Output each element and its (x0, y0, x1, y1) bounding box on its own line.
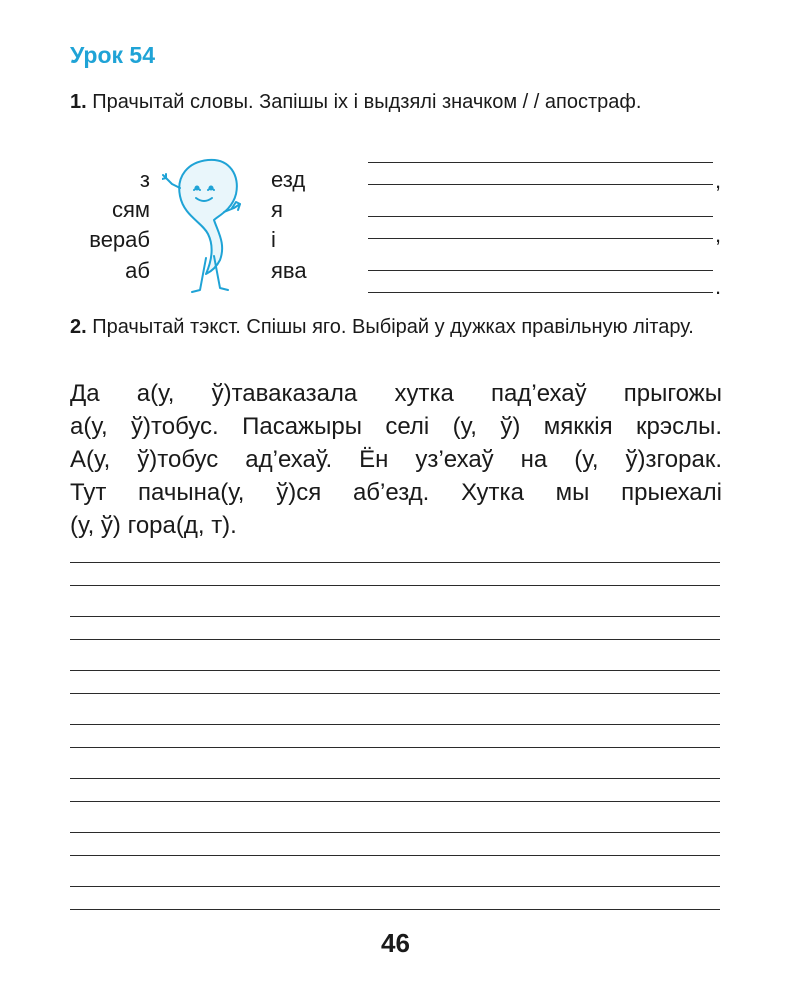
exercise-1-number: 1. (70, 91, 87, 113)
line-punctuation: , (715, 168, 722, 193)
word-part-right: ява (271, 258, 307, 283)
exercise-1-instruction (70, 88, 720, 117)
word-part-right: і (271, 227, 276, 252)
writing-line[interactable] (70, 747, 720, 748)
line-punctuation: , (715, 222, 722, 247)
word-part-left: сям (111, 197, 150, 222)
writing-line[interactable] (70, 801, 720, 802)
word-part-left: вераб (89, 227, 150, 252)
word-part-left: з (139, 167, 150, 192)
writing-line[interactable] (368, 292, 713, 293)
writing-line[interactable] (70, 778, 720, 779)
exercise-2-instruction (70, 313, 720, 342)
writing-line[interactable] (70, 855, 720, 856)
word-part-left: аб (125, 258, 150, 283)
writing-line[interactable] (70, 886, 720, 887)
exercise-2-text: Прачытай тэкст. Спішы яго. Выбірай у дужках правільную літару. (92, 316, 694, 338)
exercise-2-number: 2. (70, 316, 87, 338)
exercise-1-text: Прачытай словы. Запішы іх і выдзялі значком / / апостраф. (92, 91, 642, 113)
page-number: 46 (381, 928, 410, 958)
writing-line[interactable] (70, 832, 720, 833)
writing-line[interactable] (70, 585, 720, 586)
lesson-title: Урок 54 (70, 42, 156, 68)
writing-line[interactable] (368, 270, 713, 271)
writing-line[interactable] (70, 562, 720, 563)
passage-line: Да а(у, ў)таваказала хутка пад’ехаў прыгожы (70, 380, 722, 407)
writing-line[interactable] (70, 639, 720, 640)
exercise-2-passage (70, 377, 722, 542)
writing-line[interactable] (70, 616, 720, 617)
word-part-right: езд (271, 167, 306, 192)
apostrophe-mascot-illustration (162, 148, 252, 298)
writing-line[interactable] (70, 909, 720, 910)
word-part-right: я (271, 197, 283, 222)
passage-line: а(у, ў)тобус. Пасажыры селі (у, ў) мяккія крэслы. (70, 413, 722, 440)
writing-line[interactable] (70, 724, 720, 725)
writing-line[interactable] (368, 216, 713, 217)
passage-line: Тут пачына(у, ў)ся аб’езд. Хутка мы прыехалі (70, 479, 722, 506)
writing-line[interactable] (368, 162, 713, 163)
passage-line: (у, ў) гора(д, т). (70, 512, 237, 539)
writing-line[interactable] (70, 670, 720, 671)
writing-line[interactable] (368, 184, 713, 185)
line-punctuation: . (715, 274, 722, 299)
writing-line[interactable] (368, 238, 713, 239)
passage-line: А(у, ў)тобус ад’ехаў. Ён уз’ехаў на (у, ў)згорак. (70, 446, 722, 473)
writing-line[interactable] (70, 693, 720, 694)
